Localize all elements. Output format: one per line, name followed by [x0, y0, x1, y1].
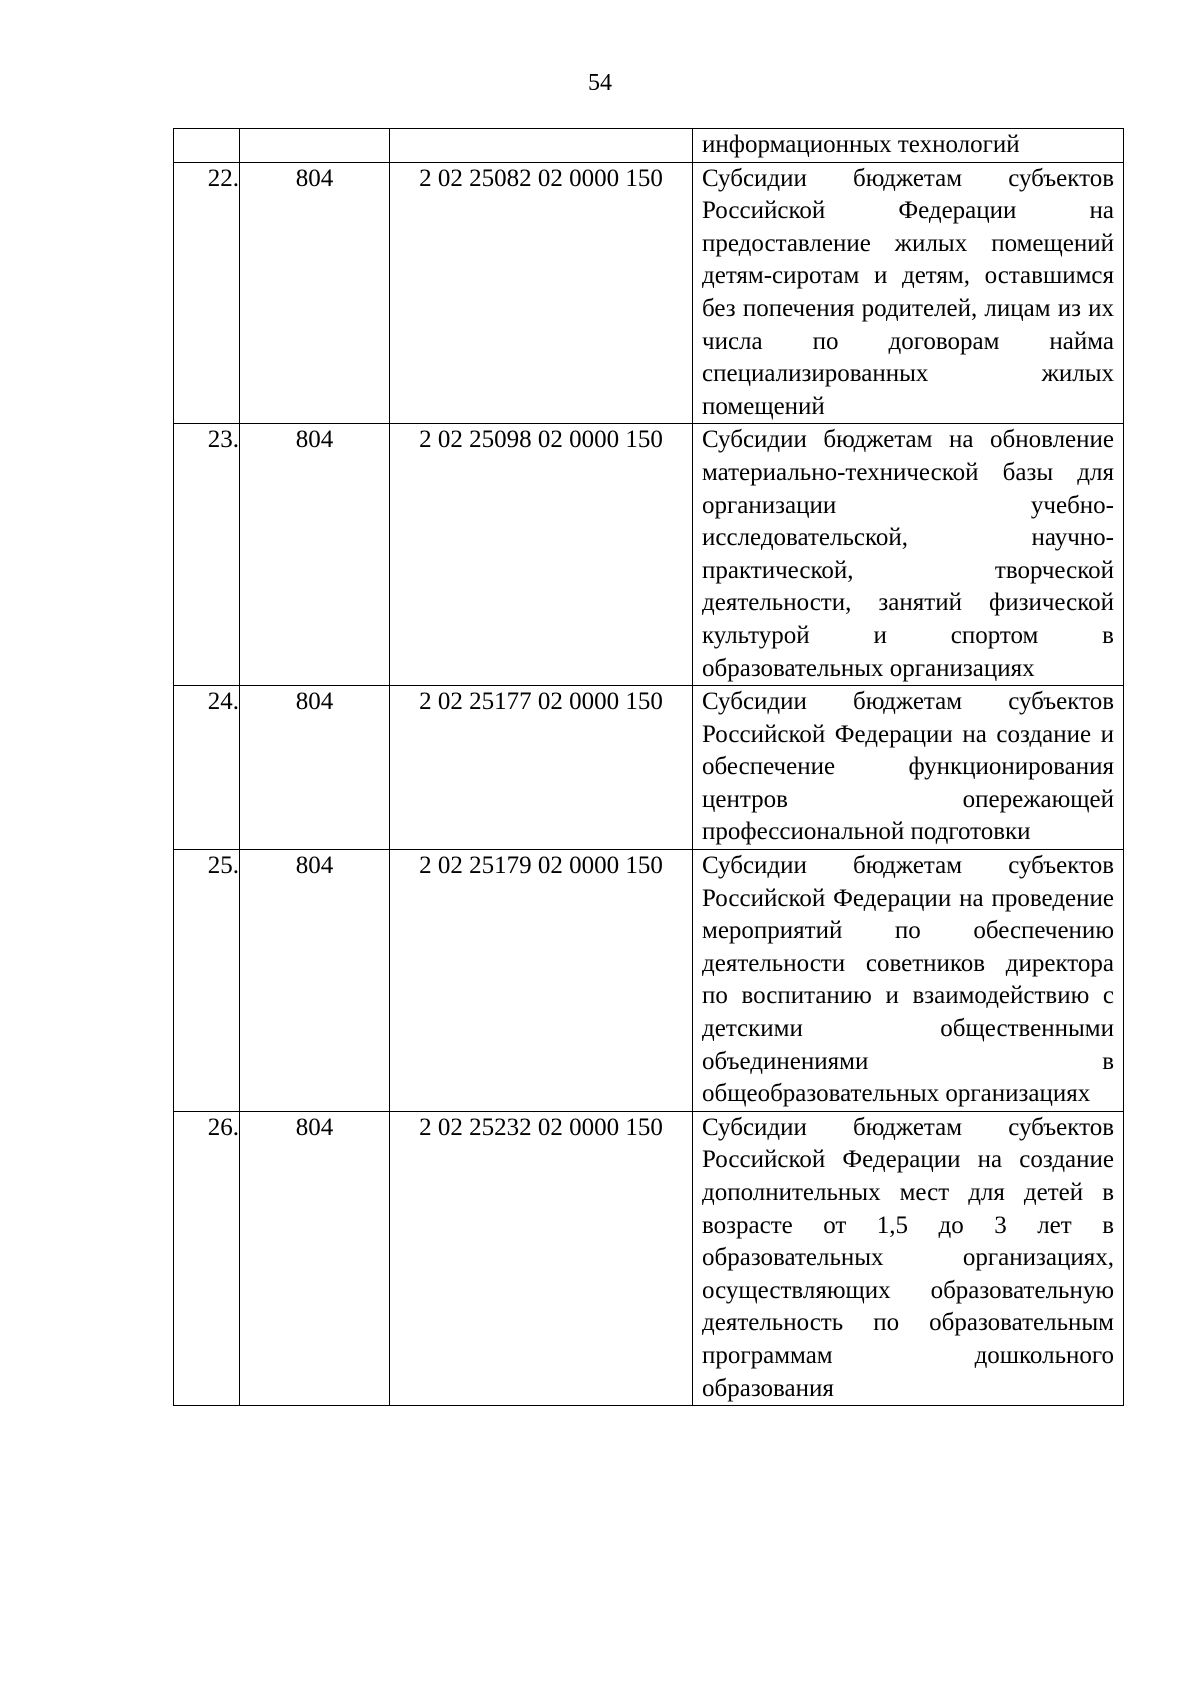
admin-code-cell: 804: [240, 424, 390, 686]
description-cell: Субсидии бюджетам субъектов Российской Федерации на проведение мероприятий по обеспечению деятельности советников директора по воспитанию и взаимодействию с детскими общественными объединениями в общеобразовательных организациях: [693, 850, 1124, 1112]
budget-code-cell: 2 02 25177 02 0000 150: [390, 686, 693, 850]
description-cell: Субсидии бюджетам субъектов Российской Федерации на создание дополнительных мест для детей в возрасте от 1,5 до 3 лет в образовательных организациях, осуществляющих образовательную деятельность по образовательным программам дошкольного образования: [693, 1111, 1124, 1405]
description-cell: Субсидии бюджетам субъектов Российской Федерации на предоставление жилых помещений детям-сиротам и детям, оставшимся без попечения родителей, лицам из их числа по договорам найма специализированных жилых помещений: [693, 162, 1124, 424]
table-row: [174, 162, 1124, 424]
row-number-cell: 26.: [174, 1111, 240, 1405]
row-number-cell: 23.: [174, 424, 240, 686]
table-row: [174, 424, 1124, 686]
row-number-cell: 24.: [174, 686, 240, 850]
budget-code-cell: 2 02 25232 02 0000 150: [390, 1111, 693, 1405]
admin-code-cell: 804: [240, 850, 390, 1112]
description-cell: информационных технологий: [693, 129, 1124, 163]
admin-code-cell: [240, 129, 390, 163]
table-row-continuation: [174, 129, 1124, 163]
table-row: [174, 1111, 1124, 1405]
budget-code-cell: [390, 129, 693, 163]
page-number: 54: [588, 70, 612, 96]
budget-code-cell: 2 02 25098 02 0000 150: [390, 424, 693, 686]
budget-code-cell: 2 02 25082 02 0000 150: [390, 162, 693, 424]
admin-code-cell: 804: [240, 686, 390, 850]
table-row: [174, 850, 1124, 1112]
row-number-cell: 22.: [174, 162, 240, 424]
row-number-cell: [174, 129, 240, 163]
description-cell: Субсидии бюджетам на обновление материально-технической базы для организации учебно-исследовательской, научно-практической, творческой деятельности, занятий физической культурой и спортом в образовательных организациях: [693, 424, 1124, 686]
table-row: [174, 686, 1124, 850]
admin-code-cell: 804: [240, 1111, 390, 1405]
row-number-cell: 25.: [174, 850, 240, 1112]
admin-code-cell: 804: [240, 162, 390, 424]
budget-code-cell: 2 02 25179 02 0000 150: [390, 850, 693, 1112]
budget-revenue-table: [173, 128, 1124, 1406]
description-cell: Субсидии бюджетам субъектов Российской Федерации на создание и обеспечение функционирования центров опережающей профессиональной подготовки: [693, 686, 1124, 850]
